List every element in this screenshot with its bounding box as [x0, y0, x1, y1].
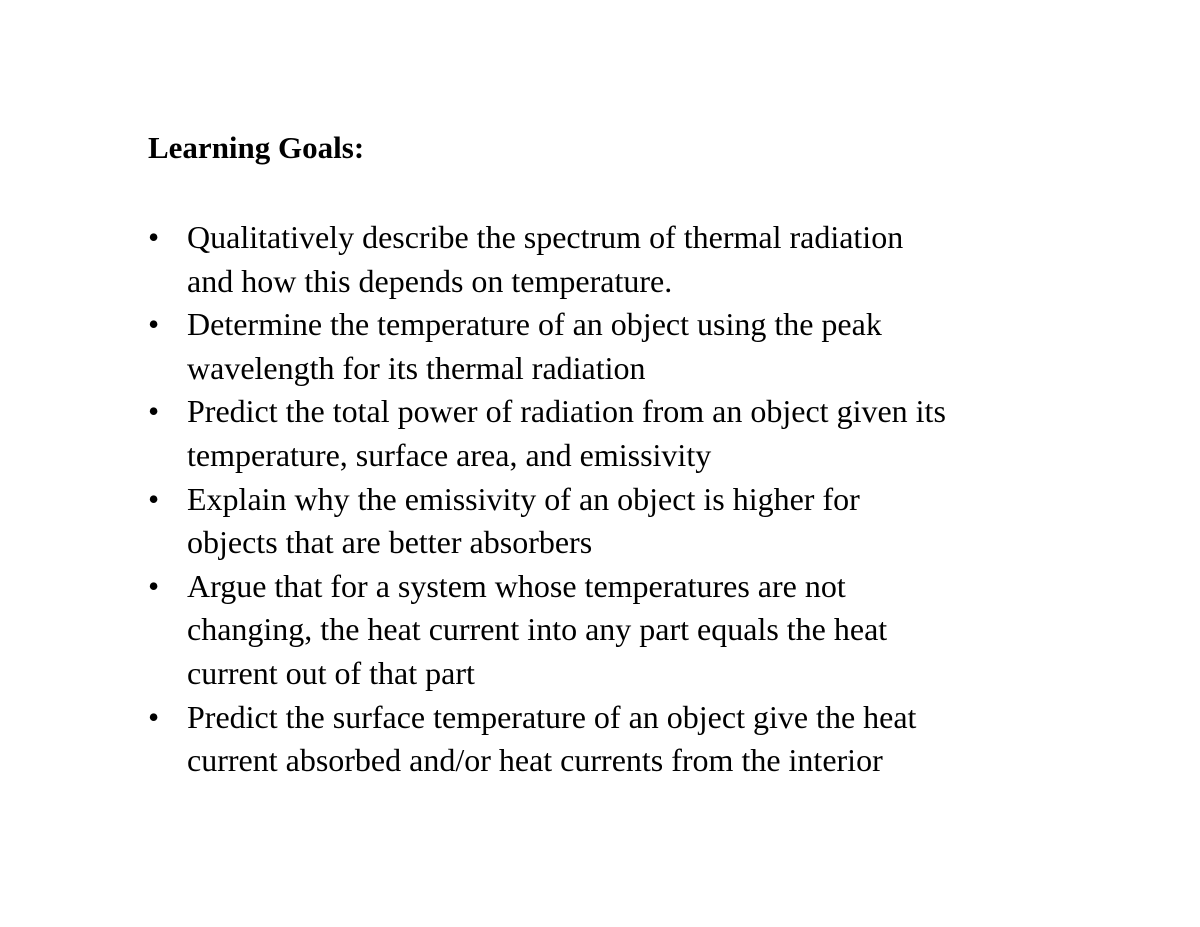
goal-text-line: wavelength for its thermal radiation [187, 349, 646, 386]
goal-text-line: Explain why the emissivity of an object is higher for [187, 480, 860, 517]
page-title: Learning Goals: [148, 130, 365, 165]
bullet-icon: • [148, 698, 160, 735]
goal-text-line: temperature, surface area, and emissivity [187, 436, 712, 473]
bullet-icon: • [148, 480, 160, 517]
learning-goals-list [148, 216, 1068, 783]
list-item [148, 478, 1068, 565]
list-item [148, 696, 1068, 783]
goal-text-line: and how this depends on temperature. [187, 262, 673, 299]
goal-text-line: current absorbed and/or heat currents from the interior [187, 742, 883, 779]
bullet-icon: • [148, 567, 160, 604]
list-item [148, 303, 1068, 390]
list-item [148, 216, 1068, 303]
bullet-icon: • [148, 306, 160, 343]
goal-text-line: changing, the heat current into any part equals the heat [187, 611, 888, 648]
goal-text-line: Predict the total power of radiation from an object given its [187, 393, 946, 430]
list-item [148, 565, 1068, 696]
list-item [148, 390, 1068, 477]
goal-text-line: Argue that for a system whose temperatures are not [187, 567, 846, 604]
goal-text-line: Predict the surface temperature of an object give the heat [187, 698, 917, 735]
goal-text-line: Determine the temperature of an object using the peak [187, 306, 882, 343]
goal-text-line: objects that are better absorbers [187, 524, 593, 561]
bullet-icon: • [148, 393, 160, 430]
goal-text-line: current out of that part [187, 654, 475, 691]
goal-text-line: Qualitatively describe the spectrum of thermal radiation [187, 219, 904, 255]
bullet-icon: • [148, 219, 160, 255]
